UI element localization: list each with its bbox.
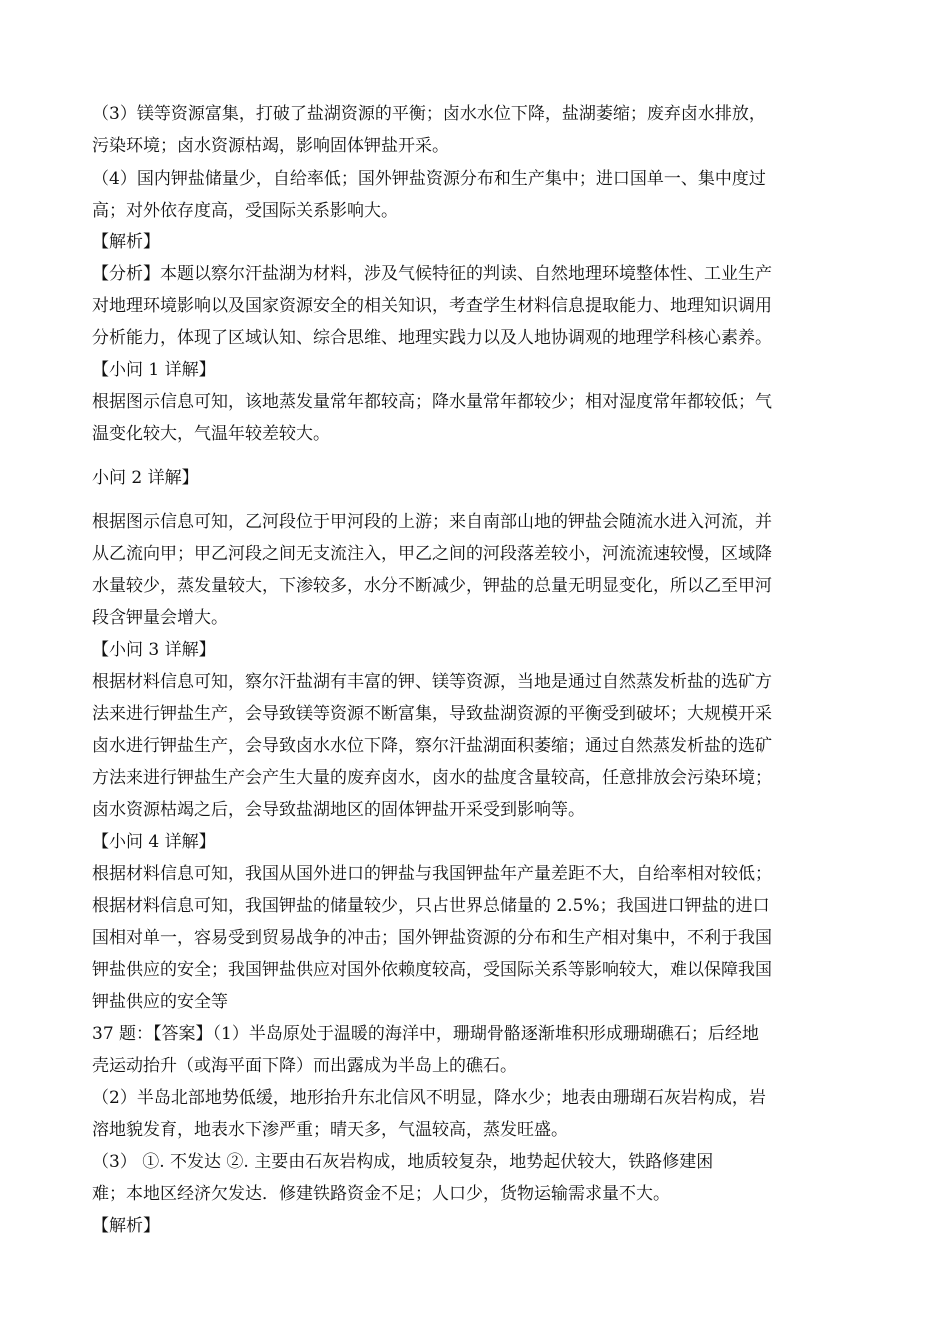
text-line: 卤水进行钾盐生产，会导致卤水水位下降，察尔汗盐湖面积萎缩；通过自然蒸发析盐的选矿	[92, 736, 772, 756]
text-line: 根据材料信息可知，我国从国外进口的钾盐与我国钾盐年产量差距不大，自给率相对较低；	[92, 864, 772, 884]
text-line: 根据材料信息可知，察尔汗盐湖有丰富的钾、镁等资源，当地是通过自然蒸发析盐的选矿方	[92, 672, 772, 692]
text-line: 对地理环境影响以及国家资源安全的相关知识，考查学生材料信息提取能力、地理知识调用	[92, 296, 772, 316]
text-line: 水量较少，蒸发量较大，下渗较多，水分不断减少，钾盐的总量无明显变化，所以乙至甲河	[92, 576, 772, 596]
text-line: 高；对外依存度高，受国际关系影响大。	[92, 201, 398, 221]
text-line: 37 题：【答案】（1）半岛原处于温暖的海洋中，珊瑚骨骼逐渐堆积形成珊瑚礁石；后经地	[92, 1024, 759, 1044]
text-line: 从乙流向甲；甲乙河段之间无支流注入，甲乙之间的河段落差较小，河流流速较慢，区域降	[92, 544, 772, 564]
section-heading: 小问 2 详解】	[92, 468, 199, 488]
section-heading: 【小问 4 详解】	[92, 832, 216, 852]
text-line: 壳运动抬升（或海平面下降）而出露成为半岛上的礁石。	[92, 1056, 517, 1076]
text-line: 方法来进行钾盐生产会产生大量的废弃卤水，卤水的盐度含量较高，任意排放会污染环境；	[92, 768, 772, 788]
text-line: 法来进行钾盐生产，会导致镁等资源不断富集，导致盐湖资源的平衡受到破坏；大规模开采	[92, 704, 772, 724]
text-line: 分析能力，体现了区域认知、综合思维、地理实践力以及人地协调观的地理学科核心素养。	[92, 328, 772, 348]
text-line: （3）镁等资源富集，打破了盐湖资源的平衡；卤水水位下降，盐湖萎缩；废弃卤水排放，	[92, 104, 766, 124]
text-line: 钾盐供应的安全；我国钾盐供应对国外依赖度较高，受国际关系等影响较大，难以保障我国	[92, 960, 772, 980]
section-heading: 【小问 1 详解】	[92, 360, 216, 380]
text-line: 根据材料信息可知，我国钾盐的储量较少，只占世界总储量的 2.5%；我国进口钾盐的进口	[92, 896, 770, 916]
section-heading: 【解析】	[92, 232, 160, 252]
text-line: 污染环境；卤水资源枯竭，影响固体钾盐开采。	[92, 136, 449, 156]
section-heading: 【解析】	[92, 1216, 160, 1236]
section-heading: 【小问 3 详解】	[92, 640, 216, 660]
text-line: （3） ①. 不发达 ②. 主要由石灰岩构成，地质较复杂，地势起伏较大，铁路修建困	[92, 1152, 714, 1172]
text-line: 根据图示信息可知，乙河段位于甲河段的上游；来自南部山地的钾盐会随流水进入河流，并	[92, 512, 772, 532]
text-line: 【分析】本题以察尔汗盐湖为材料，涉及气候特征的判读、自然地理环境整体性、工业生产	[92, 264, 772, 284]
text-line: 温变化较大，气温年较差较大。	[92, 424, 330, 444]
text-line: 国相对单一，容易受到贸易战争的冲击；国外钾盐资源的分布和生产相对集中，不利于我国	[92, 928, 772, 948]
text-line: 段含钾量会增大。	[92, 608, 228, 628]
text-line: 溶地貌发育，地表水下渗严重；晴天多，气温较高，蒸发旺盛。	[92, 1120, 568, 1140]
text-line: 卤水资源枯竭之后，会导致盐湖地区的固体钾盐开采受到影响等。	[92, 800, 585, 820]
text-line: （4）国内钾盐储量少，自给率低；国外钾盐资源分布和生产集中；进口国单一、集中度过	[92, 169, 766, 189]
text-line: 钾盐供应的安全等	[92, 992, 228, 1012]
text-line: 难；本地区经济欠发达．修建铁路资金不足；人口少，货物运输需求量不大。	[92, 1184, 670, 1204]
text-line: （2）半岛北部地势低缓，地形抬升东北信风不明显，降水少；地表由珊瑚石灰岩构成，岩	[92, 1088, 766, 1108]
text-line: 根据图示信息可知，该地蒸发量常年都较高；降水量常年都较少；相对湿度常年都较低；气	[92, 392, 772, 412]
